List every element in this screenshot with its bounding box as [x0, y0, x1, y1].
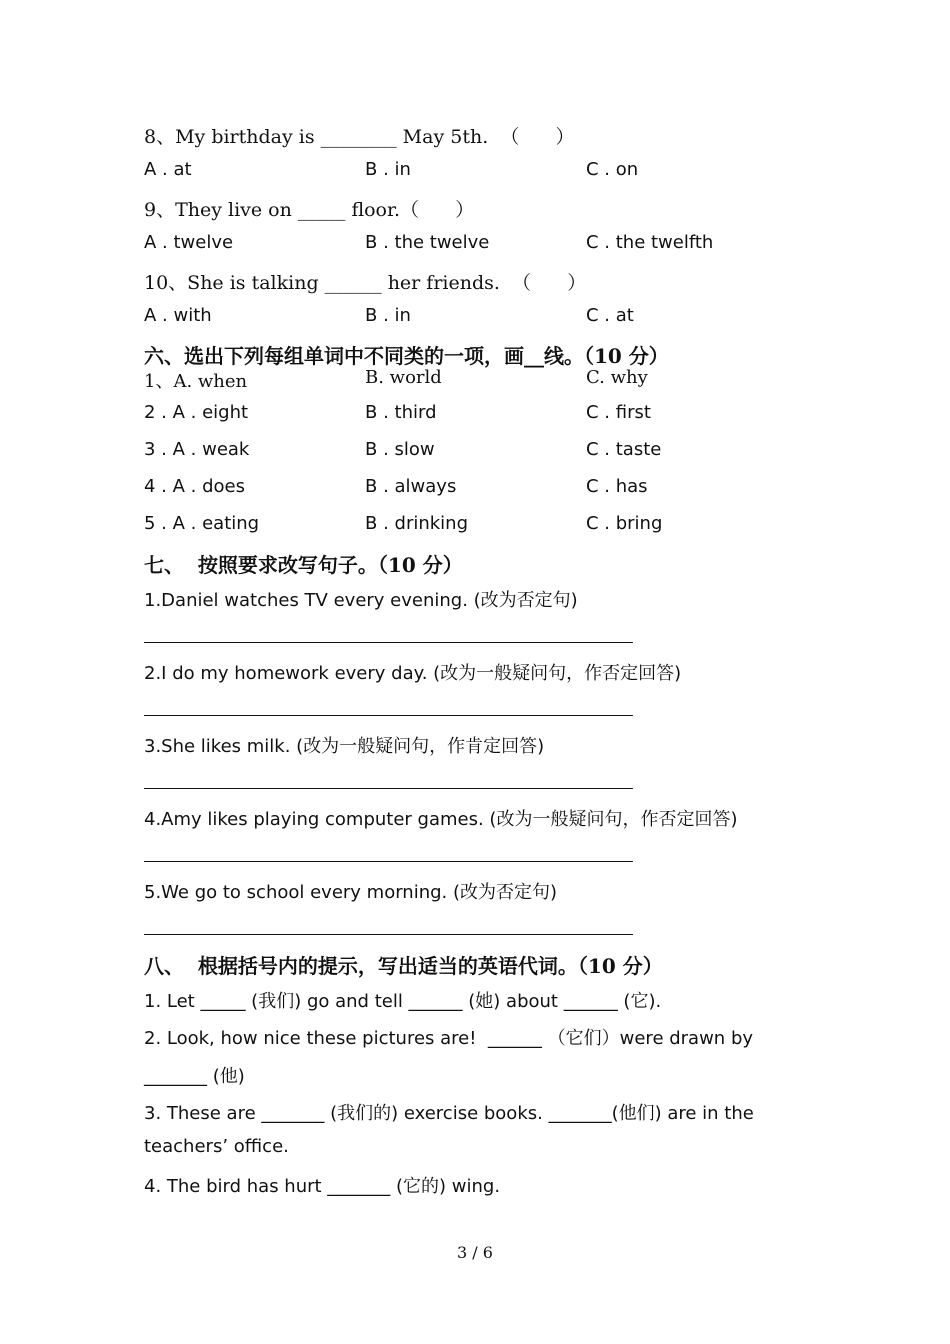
section-7-item-2: 2.I do my homework every day. (改为一般疑问句，作否定回答) [144, 663, 682, 684]
question-10-stem: 10、She is talking ______ her friends. （ ） [144, 272, 587, 294]
answer-line-5 [144, 934, 633, 935]
section-6-row-2-a: 2 . A . eight [144, 402, 249, 423]
question-9-stem: 9、They live on _____ floor.（ ） [144, 199, 475, 221]
question-8-option-b: B . in [365, 159, 411, 180]
section-6-row-3-c: C . taste [586, 439, 662, 460]
section-6-row-5-a: 5 . A . eating [144, 513, 260, 534]
section-6-heading: 六、选出下列每组单词中不同类的一项，画__线。（10 分） [144, 344, 669, 368]
section-6-row-2-c: C . first [586, 402, 651, 423]
answer-line-1 [144, 642, 633, 643]
question-8-option-a: A . at [144, 159, 192, 180]
section-6-row-3-a: 3 . A . weak [144, 439, 250, 460]
answer-line-4 [144, 861, 633, 862]
section-7-item-1: 1.Daniel watches TV every evening. (改为否定句) [144, 590, 578, 611]
section-6-row-1-a: 1、A. when [144, 371, 248, 392]
section-7-heading: 七、 按照要求改写句子。（10 分） [144, 553, 463, 577]
section-6-row-4-b: B . always [365, 476, 457, 497]
question-9-option-b: B . the twelve [365, 232, 490, 253]
section-6-row-5-c: C . bring [586, 513, 663, 534]
question-9-option-c: C . the twelfth [586, 232, 714, 253]
answer-line-3 [144, 788, 633, 789]
section-8-line-3: _______ (他) [144, 1066, 245, 1087]
section-6-row-4-a: 4 . A . does [144, 476, 245, 497]
section-7-item-4: 4.Amy likes playing computer games. (改为一般疑问句，作否定回答) [144, 809, 738, 830]
section-6-row-2-b: B . third [365, 402, 437, 423]
section-8-line-4: 3. These are _______ (我们的) exercise books. _______(他们) are in the [144, 1103, 754, 1124]
section-6-row-3-b: B . slow [365, 439, 435, 460]
section-6-row-1-b: B. world [365, 367, 442, 388]
question-10-option-b: B . in [365, 305, 411, 326]
section-7-item-5: 5.We go to school every morning. (改为否定句) [144, 882, 558, 903]
section-8-line-5: teachers’ office. [144, 1136, 289, 1157]
question-10-option-a: A . with [144, 305, 212, 326]
section-8-line-1: 1. Let _____ (我们) go and tell ______ (她) about ______ (它). [144, 991, 662, 1012]
question-8-stem: 8、My birthday is ________ May 5th. （ ） [144, 126, 575, 148]
question-10-option-c: C . at [586, 305, 634, 326]
section-8-line-6: 4. The bird has hurt _______ (它的) wing. [144, 1176, 501, 1197]
section-6-row-5-b: B . drinking [365, 513, 469, 534]
section-7-item-3: 3.She likes milk. (改为一般疑问句，作肯定回答) [144, 736, 545, 757]
question-8-option-c: C . on [586, 159, 639, 180]
section-6-row-4-c: C . has [586, 476, 648, 497]
page-number: 3 / 6 [457, 1243, 493, 1262]
section-8-heading: 八、 根据括号内的提示，写出适当的英语代词。（10 分） [144, 954, 663, 978]
section-8-line-2: 2. Look, how nice these pictures are! ______ （它们）were drawn by [144, 1028, 754, 1049]
answer-line-2 [144, 715, 633, 716]
section-6-row-1-c: C. why [586, 367, 648, 388]
question-9-option-a: A . twelve [144, 232, 234, 253]
